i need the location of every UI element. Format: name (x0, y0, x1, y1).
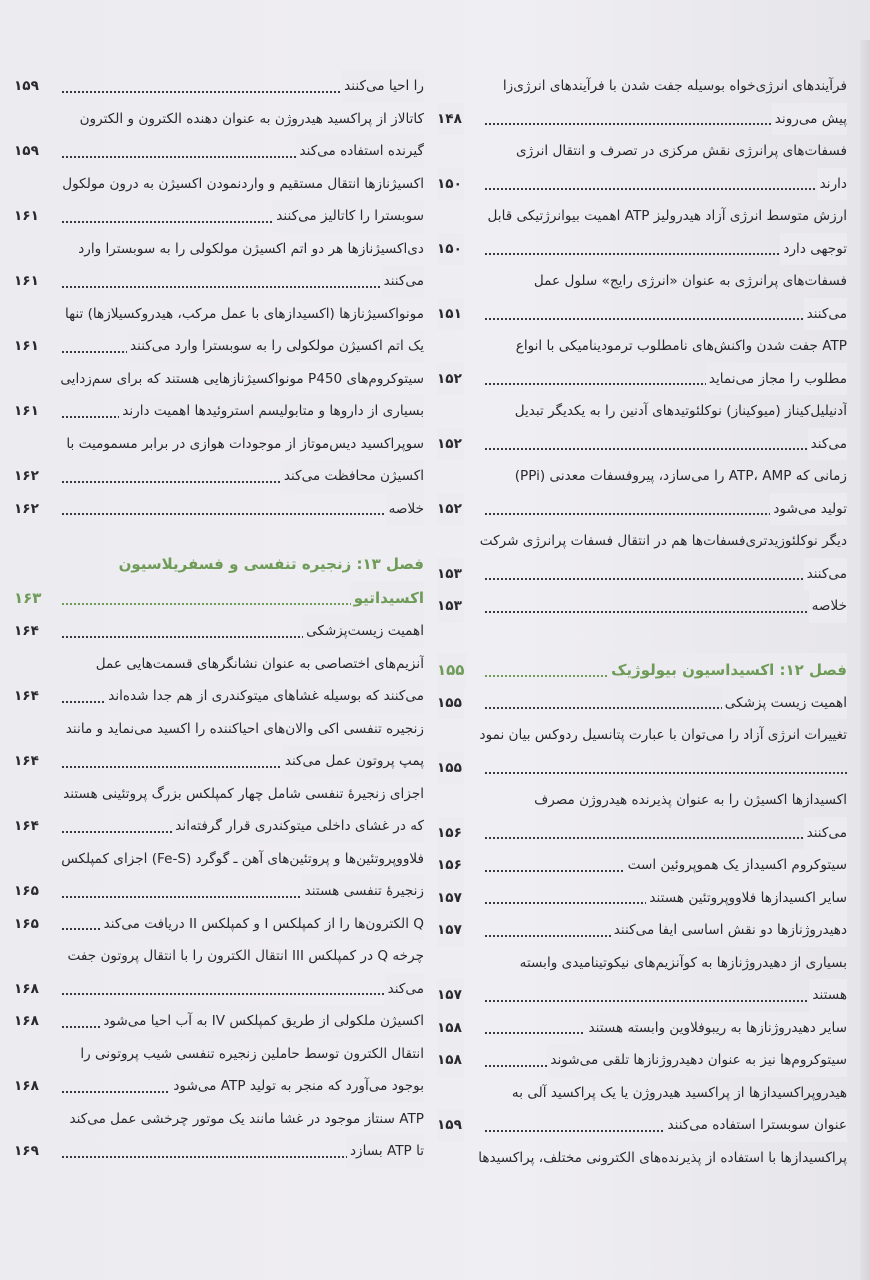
toc-entry-line (437, 558, 847, 591)
toc-entry-line (14, 428, 424, 461)
toc-entry-line (14, 363, 424, 396)
toc-entry-line (437, 200, 847, 233)
toc-entry-line (14, 778, 424, 811)
toc-entry (437, 882, 847, 915)
toc-entry-line (437, 330, 847, 363)
toc-entry-line (14, 973, 424, 1006)
toc-page-number: ۱۵۷ (437, 914, 464, 947)
toc-entry-line (437, 70, 847, 103)
toc-entry-line (14, 135, 424, 168)
toc-entry-line (14, 168, 424, 201)
toc-entry-line (437, 947, 847, 980)
toc-entry-text: عنوان سوبسترا استفاده می‌کنند (664, 1109, 847, 1142)
toc-entry-line (437, 914, 847, 947)
toc-entry-text: سایر اکسیدازها فلاووپروتئین هستند (646, 882, 847, 915)
toc-page-number: ۱۶۱ (14, 395, 41, 428)
toc-entry-text: بسیاری از دهیدروژنازها به کوآنزیم‌های نیکوتینامیدی وابسته (519, 954, 847, 971)
toc-page-number: ۱۶۲ (14, 493, 41, 526)
toc-entry-text: اکسیژنازها انتقال مستقیم و واردنمودن اکسیژن به درون مولکول (62, 175, 424, 192)
toc-entry-text: که در غشای داخلی میتوکندری قرار گرفته‌اند (172, 810, 424, 843)
toc-entry (14, 648, 424, 713)
toc-entry-text: فسفات‌های پرانرژی نقش مرکزی در تصرف و انتقال انرژی (515, 143, 847, 159)
toc-entry-line (14, 1103, 424, 1136)
toc-entry (14, 493, 424, 526)
toc-entry-line (437, 493, 847, 526)
chapter-page-number: ۱۶۳ (14, 581, 43, 615)
toc-entry-line (437, 103, 847, 136)
toc-entry-text: می‌کند (385, 973, 424, 1006)
toc-entry-text: Q الکترون‌ها را از کمپلکس I و کمپلکس II دریافت می‌کند (101, 908, 424, 941)
toc-page-number: ۱۵۵ (437, 687, 464, 720)
toc-entry-line (437, 428, 847, 461)
toc-page-number: ۱۵۲ (437, 493, 464, 526)
toc-entry-line (437, 719, 847, 752)
toc-entry-text: توجهی دارد (780, 233, 847, 266)
chapter-heading-line (437, 653, 847, 687)
chapter-heading-line (14, 547, 424, 581)
toc-entry-text: انتقال الکترون توسط حاملین زنجیره تنفسی شیب پروتونی را (80, 1045, 424, 1062)
toc-entry-text: تا ATP بسازد (347, 1135, 424, 1168)
toc-entry-line (437, 1109, 847, 1142)
chapter-page-number: ۱۵۵ (437, 653, 466, 687)
toc-entry-text: سایر دهیدروژنازها به ریبوفلاوین وابسته هستند (585, 1012, 847, 1045)
toc-entry (437, 70, 847, 135)
toc-entry-line (437, 849, 847, 882)
toc-entry (14, 908, 424, 941)
toc-entry-line (14, 1038, 424, 1071)
toc-entry-text: اهمیت زیست‌پزشکی (303, 615, 424, 648)
toc-left-entries-2 (14, 615, 424, 1168)
toc-page-number: ۱۵۷ (437, 979, 464, 1012)
toc-entry-line (14, 1135, 424, 1168)
chapter-title: فصل ۱۳: زنجیره تنفسی و فسفریلاسیون (118, 555, 424, 573)
toc-entry-text: آنزیم‌های اختصاصی به عنوان نشانگرهای قسمت‌هایی عمل (95, 655, 424, 672)
toc-page-number: ۱۶۱ (14, 265, 41, 298)
toc-entry-line (14, 615, 424, 648)
toc-entry (437, 719, 847, 784)
toc-entry-line (14, 908, 424, 941)
chapter-13-heading (14, 547, 424, 615)
toc-entry (14, 1038, 424, 1103)
toc-entry-line (437, 687, 847, 720)
toc-left-column (14, 70, 424, 1168)
toc-entry (437, 1077, 847, 1142)
toc-entry-text: خلاصه (809, 590, 847, 623)
toc-page-number: ۱۵۹ (14, 135, 41, 168)
toc-page-number: ۱۶۴ (14, 810, 41, 843)
toc-entry-text: ATP جفت شدن واکنش‌های نامطلوب ترمودینامیکی با انواع (515, 338, 847, 354)
toc-right-entries-2 (437, 687, 847, 1175)
toc-entry-text: اکسیدازها اکسیژن را به عنوان پذیرنده هیدروژن مصرف (534, 792, 847, 808)
toc-right-column (437, 70, 847, 1174)
toc-entry-text: اهمیت زیست پزشکی (722, 687, 847, 720)
toc-entry-line (437, 395, 847, 428)
toc-entry-text: پیش می‌روند (772, 103, 847, 136)
toc-entry-line (14, 745, 424, 778)
toc-entry (437, 135, 847, 200)
toc-entry (437, 849, 847, 882)
toc-page-number: ۱۵۰ (437, 168, 464, 201)
toc-entry (437, 590, 847, 623)
toc-right-entries (437, 70, 847, 623)
toc-entry (14, 778, 424, 843)
toc-entry-text: پراکسیدازها با استفاده از پذیرنده‌های الکترونی مختلف، پراکسیدها (478, 1149, 847, 1166)
toc-entry-line (437, 168, 847, 201)
toc-page-number: ۱۵۲ (437, 428, 464, 461)
toc-page-number: ۱۶۱ (14, 330, 41, 363)
toc-entry-line (14, 493, 424, 526)
toc-entry-line (437, 817, 847, 850)
toc-entry-line (437, 1044, 847, 1077)
toc-entry-text: خلاصه (386, 493, 424, 526)
toc-entry-line (14, 713, 424, 746)
toc-entry-text: سیتوکروم اکسیداز یک هموپروئین است (625, 849, 847, 882)
chapter-title: اکسیداتیو (351, 581, 424, 615)
toc-entry (437, 395, 847, 460)
toc-entry-text: اجزای زنجیرهٔ تنفسی شامل چهار کمپلکس بزرگ پروتئینی هستند (63, 785, 424, 802)
toc-entry-line (14, 70, 424, 103)
toc-page-number: ۱۵۶ (437, 817, 464, 850)
toc-entry-text: هستند (809, 979, 847, 1012)
toc-entry-text: پمپ پروتون عمل می‌کند (282, 745, 424, 778)
toc-entry-line (14, 233, 424, 266)
toc-entry-line (14, 680, 424, 713)
toc-entry (437, 784, 847, 849)
toc-entry-line (437, 882, 847, 915)
toc-page-number: ۱۵۱ (437, 298, 464, 331)
toc-entry-text: زنجیره تنفسی اکی والان‌های احیاکننده را اکسید می‌نماید و مانند (65, 720, 424, 737)
toc-entry-text: می‌کنند (381, 265, 424, 298)
toc-entry-line (437, 298, 847, 331)
toc-entry (437, 1044, 847, 1077)
toc-entry (437, 460, 847, 525)
toc-page-number: ۱۶۲ (14, 460, 41, 493)
toc-page-number: ۱۶۵ (14, 908, 41, 941)
toc-entry-text: سیتوکروم‌ها نیز به عنوان دهیدروژنازها تلقی می‌شوند (547, 1044, 847, 1077)
toc-entry (14, 103, 424, 168)
toc-entry-line (437, 590, 847, 623)
toc-entry (14, 233, 424, 298)
toc-entry-text: را احیا می‌کنند (341, 70, 424, 103)
toc-entry-text: یک اتم اکسیژن مولکولی را به سوبسترا وارد می‌کنند (127, 330, 424, 363)
toc-entry-line (14, 330, 424, 363)
toc-entry-text: مطلوب را مجاز می‌نماید (706, 363, 847, 396)
toc-entry (14, 1103, 424, 1168)
toc-entry-line (437, 363, 847, 396)
toc-page-number: ۱۶۵ (14, 875, 41, 908)
toc-entry-text: چرخه Q در کمپلکس III انتقال الکترون را با انتقال پروتون جفت (67, 948, 424, 964)
toc-entry (437, 525, 847, 590)
toc-entry-line (437, 460, 847, 493)
toc-entry (14, 70, 424, 103)
toc-page-number: ۱۵۳ (437, 590, 464, 623)
toc-page-number: ۱۶۹ (14, 1135, 41, 1168)
toc-page-number: ۱۴۸ (437, 103, 464, 136)
toc-entry (437, 687, 847, 720)
toc-entry-text: اکسیژن ملکولی از طریق کمپلکس IV به آب احیا می‌شود (100, 1005, 424, 1038)
toc-entry-line (14, 395, 424, 428)
toc-entry (14, 428, 424, 493)
toc-page-number: ۱۶۱ (14, 200, 41, 233)
page-edge (860, 40, 870, 1280)
toc-entry-text: گیرنده استفاده می‌کند (296, 135, 424, 168)
toc-entry-line (14, 1005, 424, 1038)
toc-page-number: ۱۵۷ (437, 882, 464, 915)
toc-entry-text: هیدروپراکسیدازها از پراکسید هیدروژن یا یک پراکسید آلی به (511, 1084, 847, 1101)
toc-entry-line (14, 200, 424, 233)
toc-page-number: ۱۶۸ (14, 1070, 41, 1103)
chapter-12-heading (437, 653, 847, 687)
toc-entry-line (14, 810, 424, 843)
toc-entry-line (437, 752, 847, 785)
toc-entry-line (437, 135, 847, 168)
toc-entry-line (437, 233, 847, 266)
toc-entry-line (14, 265, 424, 298)
toc-entry-text: زمانی که ATP، AMP را می‌سازد، پیروفسفات معدنی (PPi) (514, 468, 847, 484)
toc-entry (14, 713, 424, 778)
toc-entry-text: تولید می‌شود (770, 493, 847, 526)
chapter-title: فصل ۱۲: اکسیداسیون بیولوژیک (608, 653, 847, 687)
toc-entry-line (14, 648, 424, 681)
toc-entry-line (437, 265, 847, 298)
toc-entry-text: فسفات‌های پرانرژی به عنوان «انرژی رایج» سلول عمل (533, 273, 847, 289)
toc-entry-text: تغییرات انرژی آزاد را می‌توان با عبارت پتانسیل ردوکس بیان نمود (479, 727, 847, 743)
toc-entry (437, 1142, 847, 1175)
toc-page-number: ۱۵۸ (437, 1044, 464, 1077)
toc-entry-line (14, 843, 424, 876)
toc-entry-line (14, 460, 424, 493)
toc-entry-text: بسیاری از داروها و متابولیسم استروئیدها اهمیت دارند (119, 395, 424, 428)
toc-entry-line (437, 979, 847, 1012)
toc-entry-text: دارند (817, 168, 847, 201)
toc-entry (437, 265, 847, 330)
toc-page-number: ۱۶۸ (14, 1005, 41, 1038)
toc-entry-line (437, 525, 847, 558)
toc-entry-line (437, 1142, 847, 1175)
toc-entry-text: می‌کنند (804, 558, 847, 591)
toc-entry-line (14, 298, 424, 331)
toc-entry-text: سوپراکسید دیس‌موتاز از موجودات هوازی در برابر مسمومیت با (66, 435, 424, 452)
toc-entry-text: می‌کند (808, 428, 847, 461)
toc-page-number: ۱۵۰ (437, 233, 464, 266)
toc-entry-text: اکسیژن محافظت می‌کند (281, 460, 424, 493)
toc-entry-line (14, 940, 424, 973)
toc-entry-text: ارزش متوسط انرژی آزاد هیدرولیز ATP اهمیت بیوانرژتیکی قابل (487, 208, 847, 224)
toc-entry (14, 298, 424, 363)
toc-entry-text: فرآیندهای انرژی‌خواه بوسیله جفت شدن با فرآیندهای انرژی‌زا (502, 78, 847, 94)
toc-entry-text: دهیدروژنازها دو نقش اساسی ایفا می‌کنند (611, 914, 847, 947)
toc-entry-text: آدنیلیل‌کیناز (میوکیناز) نوکلئوتیدهای آدنین را به یکدیگر تبدیل (514, 403, 847, 419)
toc-entry (437, 947, 847, 1012)
toc-entry-text: زنجیرهٔ تنفسی هستند (302, 875, 424, 908)
toc-entry (437, 1012, 847, 1045)
toc-entry-text: مونواکسیژنازها (اکسیدازهای با عمل مرکب، هیدروکسیلازها) تنها (64, 305, 424, 322)
toc-entry-text: می‌کنند (804, 298, 847, 331)
chapter-heading-line (14, 581, 424, 615)
toc-page-number: ۱۶۴ (14, 615, 41, 648)
toc-entry-text: سوبسترا را کاتالیز می‌کنند (273, 200, 424, 233)
toc-entry-line (14, 875, 424, 908)
toc-page-number: ۱۵۲ (437, 363, 464, 396)
toc-entry-line (437, 784, 847, 817)
toc-entry-text: سیتوکروم‌های P450 مونواکسیژنازهایی هستند که برای سم‌زدایی (60, 370, 424, 387)
toc-entry-text: کاتالاز از پراکسید هیدروژن به عنوان دهنده الکترون و الکترون (79, 110, 424, 127)
toc-entry (14, 1005, 424, 1038)
toc-page-number: ۱۵۹ (437, 1109, 464, 1142)
toc-entry-line (14, 103, 424, 136)
toc-entry (14, 940, 424, 1005)
toc-entry (14, 363, 424, 428)
toc-page-number: ۱۵۵ (437, 752, 464, 785)
toc-entry (14, 168, 424, 233)
toc-entry-text: فلاووپروتئین‌ها و پروتئین‌های آهن ـ گوگرد (Fe-S) اجزای کمپلکس (61, 850, 424, 867)
toc-entry-text: دیگر نوکلئوزیدتری‌فسفات‌ها هم در انتقال فسفات پرانرژی شرکت (479, 533, 847, 549)
toc-entry (14, 615, 424, 648)
toc-entry (437, 200, 847, 265)
toc-entry-line (437, 1012, 847, 1045)
toc-page-number: ۱۵۸ (437, 1012, 464, 1045)
toc-entry (437, 330, 847, 395)
toc-entry-text: می‌کنند که بوسیله غشاهای میتوکندری از هم جدا شده‌اند (105, 680, 424, 713)
toc-entry (437, 914, 847, 947)
toc-page-number: ۱۵۶ (437, 849, 464, 882)
toc-entry-line (14, 1070, 424, 1103)
toc-left-entries (14, 70, 424, 525)
toc-entry (14, 843, 424, 908)
toc-page-number: ۱۶۴ (14, 745, 41, 778)
toc-entry-line (437, 1077, 847, 1110)
toc-entry-text: می‌کنند (804, 817, 847, 850)
toc-page-number: ۱۵۳ (437, 558, 464, 591)
toc-entry-text: دی‌اکسیژنازها هر دو اتم اکسیژن مولکولی را به سوبسترا وارد (78, 240, 424, 257)
toc-page-number: ۱۶۸ (14, 973, 41, 1006)
toc-page-number: ۱۶۴ (14, 680, 41, 713)
toc-entry-text: ATP سنتاز موجود در غشا مانند یک موتور چرخشی عمل می‌کند (69, 1110, 424, 1127)
toc-entry-text: بوجود می‌آورد که منجر به تولید ATP می‌شود (170, 1070, 424, 1103)
toc-page-number: ۱۵۹ (14, 70, 41, 103)
